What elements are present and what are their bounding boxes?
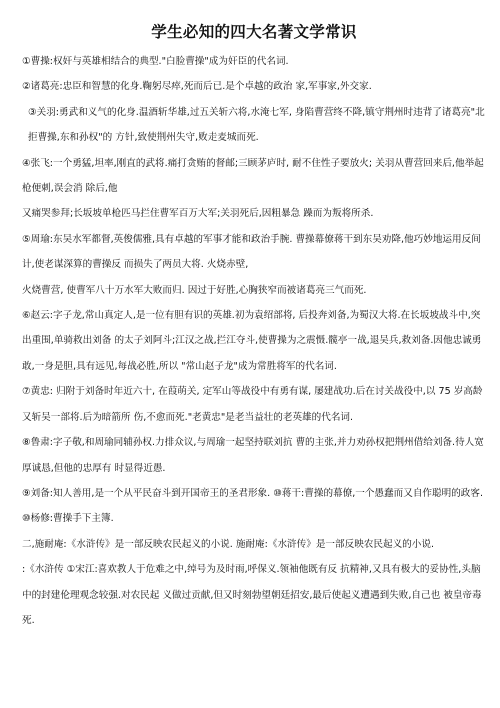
page-title: 学生必知的四大名著文学常识 <box>151 23 357 41</box>
paragraph-lu-su: ⑧鲁肃:字子敬,和周瑜同辅孙权.力排众议,与周瑜一起坚持联刘抗 曹的主张,并力劝孙权把荆州借给刘备.待人宽厚诚恳,但他的忠厚有 时显得近愚. <box>22 437 484 474</box>
paragraph-zhang-fei-cont: 又痛哭参拜;长坂坡单枪匹马拦住曹军百万大军;关羽死后,因粗暴急 躁而为叛将所杀. <box>22 208 374 220</box>
paragraph-zhuge-liang: ②诸葛亮:忠臣和智慧的化身.鞠躬尽瘁,死而后已.是个卓越的政治 家,军事家,外交家. <box>22 81 372 93</box>
document-body <box>22 49 486 633</box>
paragraph-huang-zhong: ⑦黄忠: 归附于刘备时年近六十, 在葭萌关, 定军山等战役中有勇有谋, 屡建战功.后在讨关战役中,以 75 岁高龄又斩吴一部将.后为暗箭所 伤,不愈而死."老黄忠"是老当益壮的老英雄的代名词. <box>22 386 483 423</box>
paragraph-cao-cao: ①曹操:权奸与英雄相结合的典型."白脸曹操"成为奸臣的代名词. <box>22 56 289 67</box>
paragraph-song-jiang: :《水浒传 ①宋江:喜欢教人于危难之中,绰号为及时雨,呼保义.领袖他既有反 抗精神,又具有极大的妥协性,头脑中的封建伦理观念较强.对农民起 义做过贡献,但又时刻勃望朝廷招安,最后使起义遭遇到失败,自己也 被皇帝毒死. <box>22 564 482 626</box>
paragraph-zhou-yu: ⑤周瑜:东吴水军都督,英俊儒雅,具有卓越的军事才能和政治手腕. 曹操幕僚蒋干到东吴劝降,他巧妙地运用反间计,使老谋深算的曹操反 而损失了两员大将. 火烧赤壁, <box>22 233 481 271</box>
paragraph-guan-yu: ③关羽:勇武和义气的化身.温酒斩华雄,过五关斩六将,水淹七军, 身陷曹营终不降,镇守荆州时违背了诸葛亮"北拒曹操,东和孙权"的 方针,致使荆州失守,败走麦城而死. <box>28 106 485 144</box>
paragraph-zhang-fei: ④张飞:一个勇猛,坦率,刚直的武将.痛打贪贿的督邮;三顾茅庐时, 耐不住性子要放火; 关羽从曹营回来后,他举起枪便刺,误会消 除后,他 <box>22 157 484 195</box>
paragraph-zhao-yun: ⑥赵云:字子龙,常山真定人,是一位有胆有识的英雄.初为袁绍部将, 后投奔刘备,为蜀汉大将.在长坂坡战斗中,突出重围,单骑救出刘备 的太子刘阿斗;江汉之战,拦江夺斗,使曹操为之震慑.髋亭一战,退吴兵,救刘备.因他忠诚勇敢,一身是胆,具有远见,每战必胜,所以 "常山赵子龙"成为常胜将军的代名词. <box>22 310 482 372</box>
paragraph-zhou-yu-cont: 火烧曹营, 使曹军八十万水军大败而归. 因过于好胜,心胸狭窄而被诸葛亮三气而死. <box>22 284 367 296</box>
paragraph-yang-xiu: ⑩杨修:曹操手下主簿. <box>22 513 114 525</box>
paragraph-shi-naian: 二,施耐庵:《水浒传》是一部反映农民起义的小说. 施耐庵:《水浒传》是一部反映农民起义的小说. <box>22 538 435 550</box>
paragraph-liu-bei-jiang-gan: ⑨刘备:知人善用,是一个从平民奋斗到开国帝王的圣君形象. ⑩蒋干:曹操的幕僚,一个愚蠢而又自作聪明的政客. <box>22 487 484 499</box>
